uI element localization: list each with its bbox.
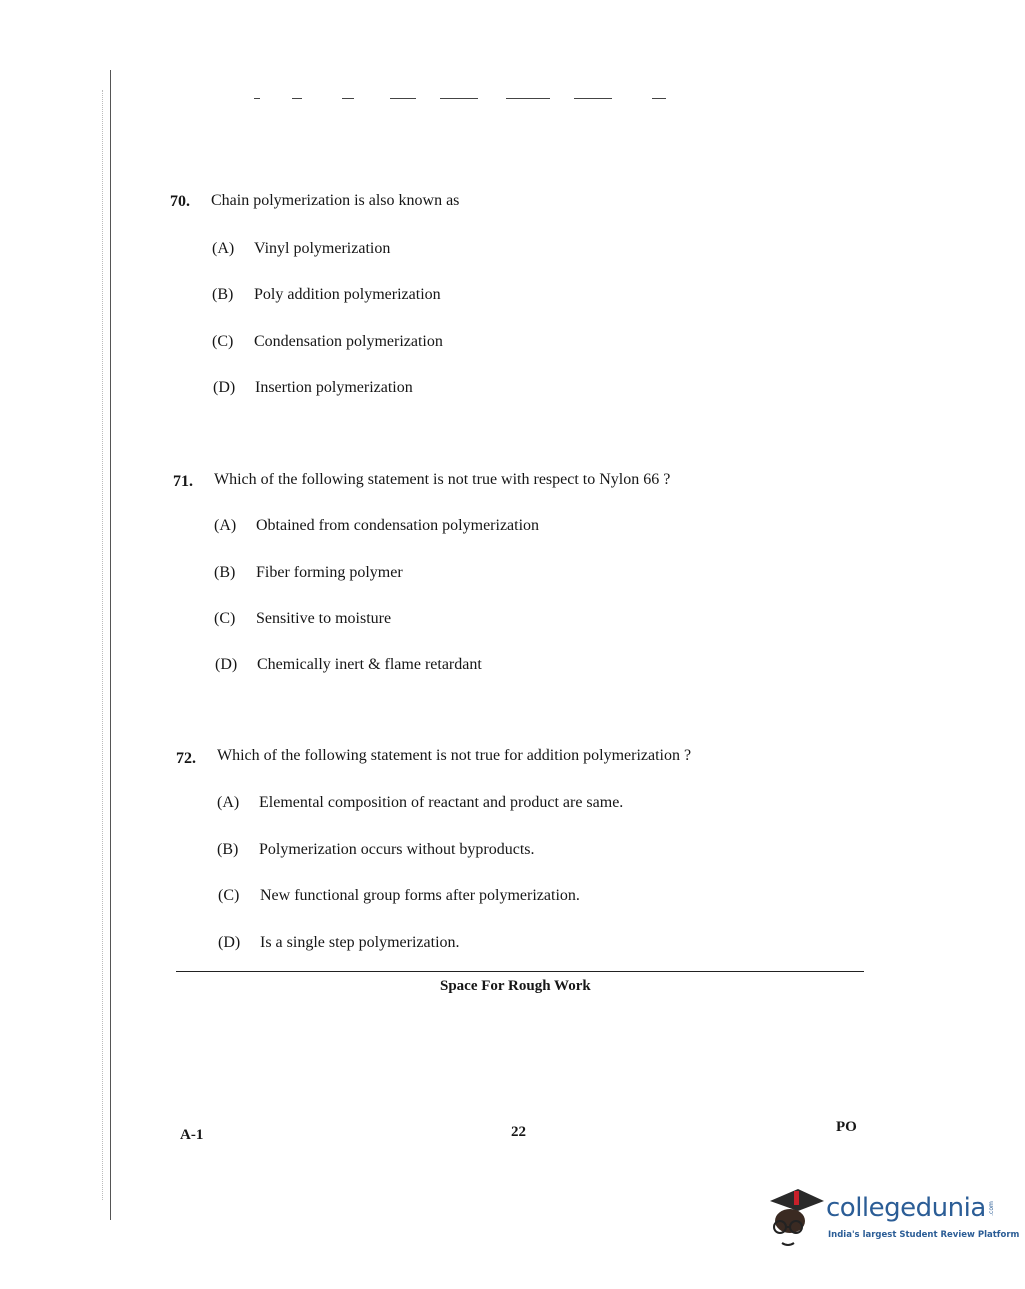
option-c [212, 333, 443, 351]
option-text: Insertion polymerization [255, 379, 413, 396]
top-dash [254, 98, 260, 99]
option-text: Is a single step polymerization. [260, 934, 460, 951]
option-text: New functional group forms after polymerization. [260, 887, 580, 904]
option-text: Vinyl polymerization [254, 240, 391, 257]
option-letter: (A) [217, 794, 240, 811]
option-b [214, 564, 403, 582]
option-text: Fiber forming polymer [256, 564, 403, 581]
option-letter: (B) [217, 841, 239, 858]
binding-dots [102, 90, 103, 1200]
option-d [218, 934, 460, 952]
top-dash [574, 98, 612, 99]
top-dash [390, 98, 416, 99]
option-a [217, 794, 623, 812]
option-c [214, 610, 391, 628]
option-letter: (A) [212, 240, 235, 257]
option-b [212, 286, 441, 304]
divider-rule [176, 971, 864, 972]
question-number: 71. [173, 473, 193, 490]
subject-code: PO [836, 1119, 857, 1135]
option-c [218, 887, 580, 905]
option-letter: (B) [214, 564, 236, 581]
option-letter: (C) [218, 887, 240, 904]
collegedunia-logo [766, 1183, 1020, 1253]
option-text: Elemental composition of reactant and product are same. [259, 794, 624, 811]
option-a [212, 240, 390, 258]
rough-work-heading: Space For Rough Work [440, 978, 591, 994]
binding-line [110, 70, 111, 1220]
logo-wordmark: collegedunia [826, 1193, 986, 1223]
booklet-code: A-1 [180, 1127, 204, 1143]
question-text: Chain polymerization is also known as [211, 192, 460, 209]
page-number: 22 [511, 1124, 526, 1140]
option-d [215, 656, 482, 674]
option-d [213, 379, 413, 397]
question-number: 70. [170, 193, 190, 210]
option-letter: (D) [218, 934, 241, 951]
option-letter: (B) [212, 286, 234, 303]
option-letter: (C) [214, 610, 236, 627]
option-text: Obtained from condensation polymerization [256, 517, 540, 534]
option-letter: (C) [212, 333, 234, 350]
option-text: Chemically inert & flame retardant [257, 656, 482, 673]
question-text: Which of the following statement is not true for addition polymerization ? [217, 747, 692, 764]
top-dash [440, 98, 478, 99]
logo-domain: .com [987, 1201, 995, 1216]
option-a [214, 517, 539, 535]
graduate-mascot-icon [766, 1183, 826, 1253]
top-dash [342, 98, 354, 99]
option-letter: (D) [215, 656, 238, 673]
option-text: Sensitive to moisture [256, 610, 392, 627]
question-text: Which of the following statement is not true with respect to Nylon 66 ? [214, 471, 671, 488]
option-letter: (A) [214, 517, 237, 534]
option-text: Condensation polymerization [254, 333, 443, 350]
logo-tagline: India's largest Student Review Platform [828, 1230, 1020, 1240]
top-dash [506, 98, 550, 99]
option-b [217, 841, 535, 859]
question-number: 72. [176, 750, 196, 767]
top-dash [652, 98, 666, 99]
option-text: Poly addition polymerization [254, 286, 441, 303]
option-text: Polymerization occurs without byproducts. [259, 841, 535, 858]
top-dash [292, 98, 302, 99]
option-letter: (D) [213, 379, 236, 396]
